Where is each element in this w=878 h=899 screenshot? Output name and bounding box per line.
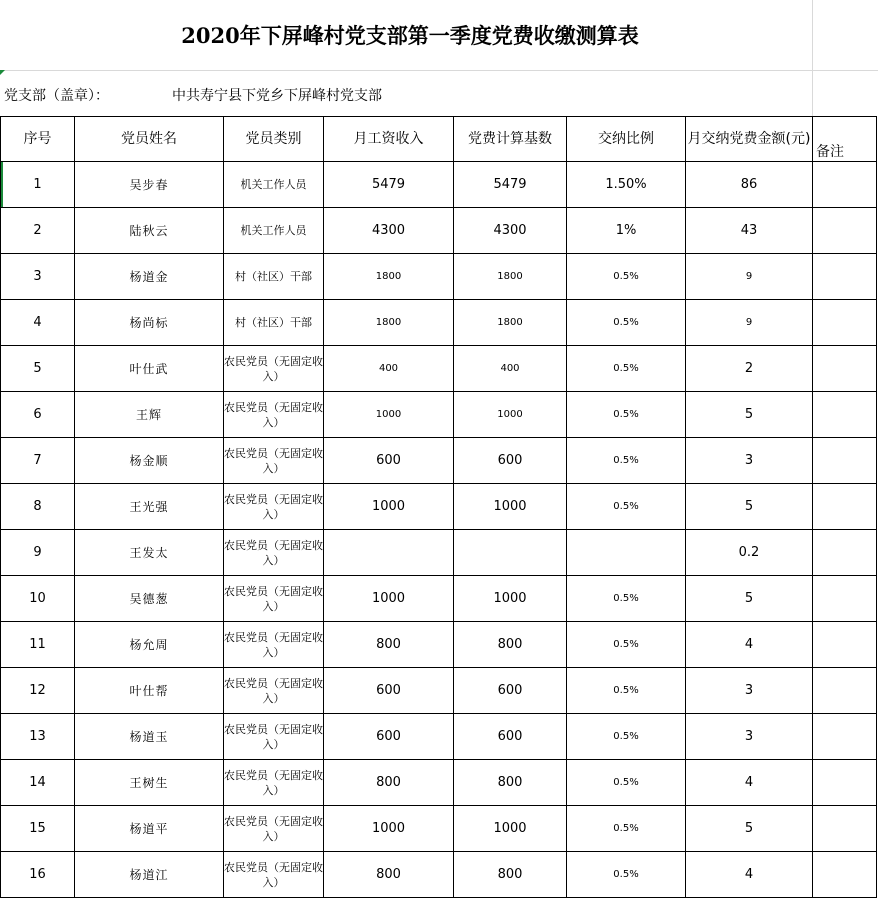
cell-salary[interactable]: 4300 (324, 208, 454, 254)
cell-ratio[interactable]: 0.5% (567, 760, 686, 806)
table-row (1, 806, 877, 852)
table-row (1, 668, 877, 714)
cell-ratio[interactable]: 1.50% (567, 162, 686, 208)
cell-salary[interactable] (324, 530, 454, 576)
table-row (1, 852, 877, 898)
cell-name[interactable]: 王发太 (75, 530, 224, 576)
cell-name[interactable]: 吴德葱 (75, 576, 224, 622)
cell-type[interactable]: 农民党员（无固定收入） (224, 668, 324, 714)
header-salary[interactable]: 月工资收入 (324, 117, 454, 162)
cell-type[interactable]: 机关工作人员 (224, 208, 324, 254)
cell-name[interactable]: 陆秋云 (75, 208, 224, 254)
unit-value[interactable]: 中共寿宁县下党乡下屏峰村党支部 (172, 88, 382, 104)
cell-remark[interactable] (813, 346, 877, 392)
cell-remark[interactable] (813, 208, 877, 254)
cell-base[interactable]: 1000 (454, 806, 567, 852)
cell-amount[interactable]: 5 (686, 806, 813, 852)
cell-amount[interactable]: 86 (686, 162, 813, 208)
header-base[interactable]: 党费计算基数 (454, 117, 567, 162)
table-row (1, 162, 877, 208)
table-row (1, 300, 877, 346)
table-row (1, 392, 877, 438)
cell-base[interactable]: 4300 (454, 208, 567, 254)
cell-idx[interactable]: 10 (1, 576, 75, 622)
cell-idx[interactable]: 12 (1, 668, 75, 714)
cell-base[interactable]: 1000 (454, 484, 567, 530)
cell-type[interactable]: 机关工作人员 (224, 162, 324, 208)
table-row (1, 714, 877, 760)
cell-salary[interactable]: 800 (324, 852, 454, 898)
cell-ratio[interactable]: 0.5% (567, 576, 686, 622)
cell-base[interactable]: 1000 (454, 392, 567, 438)
cell-amount[interactable]: 43 (686, 208, 813, 254)
cell-remark[interactable] (813, 162, 877, 208)
header-remark[interactable] (813, 117, 877, 162)
cell-name[interactable]: 叶仕武 (75, 346, 224, 392)
cell-remark[interactable] (813, 852, 877, 898)
cell-remark[interactable] (813, 622, 877, 668)
cell-amount[interactable]: 5 (686, 392, 813, 438)
cell-idx[interactable]: 3 (1, 254, 75, 300)
cell-comment-marker (0, 70, 5, 75)
cell-name[interactable]: 叶仕帮 (75, 668, 224, 714)
cell-name[interactable]: 杨道江 (75, 852, 224, 898)
sheet-title[interactable]: 2020年下屏峰村党支部第一季度党费收缴测算表 (181, 23, 639, 48)
cell-base[interactable]: 5479 (454, 162, 567, 208)
cell-idx[interactable]: 14 (1, 760, 75, 806)
cell-amount[interactable]: 2 (686, 346, 813, 392)
cell-ratio[interactable]: 0.5% (567, 254, 686, 300)
cell-remark[interactable] (813, 668, 877, 714)
unit-label[interactable]: 党支部（盖章）： (4, 88, 109, 104)
cell-salary[interactable]: 1000 (324, 484, 454, 530)
cell-ratio[interactable]: 0.5% (567, 392, 686, 438)
cell-idx[interactable]: 4 (1, 300, 75, 346)
header-type[interactable]: 党员类别 (224, 117, 324, 162)
cell-ratio[interactable]: 0.5% (567, 300, 686, 346)
cell-amount[interactable]: 5 (686, 576, 813, 622)
cell-salary[interactable]: 800 (324, 760, 454, 806)
table-row (1, 254, 877, 300)
cell-amount[interactable]: 3 (686, 714, 813, 760)
header-ratio[interactable]: 交纳比例 (567, 117, 686, 162)
cell-remark[interactable] (813, 576, 877, 622)
cell-amount[interactable]: 0.2 (686, 530, 813, 576)
cell-remark[interactable] (813, 806, 877, 852)
header-idx[interactable]: 序号 (1, 117, 75, 162)
cell-idx[interactable]: 9 (1, 530, 75, 576)
cell-idx[interactable]: 6 (1, 392, 75, 438)
cell-salary[interactable]: 1000 (324, 806, 454, 852)
cell-salary[interactable]: 600 (324, 714, 454, 760)
cell-amount[interactable]: 9 (686, 254, 813, 300)
cell-idx[interactable]: 13 (1, 714, 75, 760)
cell-idx[interactable]: 1 (1, 162, 75, 208)
cell-idx[interactable]: 8 (1, 484, 75, 530)
cell-type[interactable]: 农民党员（无固定收入） (224, 346, 324, 392)
cell-idx[interactable]: 16 (1, 852, 75, 898)
cell-type[interactable]: 村（社区）干部 (224, 254, 324, 300)
cell-remark[interactable] (813, 530, 877, 576)
cell-salary[interactable]: 5479 (324, 162, 454, 208)
table-row (1, 760, 877, 806)
cell-name[interactable]: 王辉 (75, 392, 224, 438)
cell-idx[interactable]: 5 (1, 346, 75, 392)
cell-base[interactable]: 600 (454, 714, 567, 760)
cell-base[interactable]: 800 (454, 622, 567, 668)
cell-amount[interactable]: 4 (686, 622, 813, 668)
cell-type[interactable]: 农民党员（无固定收入） (224, 392, 324, 438)
header-name[interactable]: 党员姓名 (75, 117, 224, 162)
cell-type[interactable]: 农民党员（无固定收入） (224, 806, 324, 852)
cell-base[interactable]: 1800 (454, 254, 567, 300)
cell-amount[interactable]: 3 (686, 668, 813, 714)
cell-remark[interactable] (813, 438, 877, 484)
cell-salary[interactable]: 400 (324, 346, 454, 392)
cell-base[interactable]: 1800 (454, 300, 567, 346)
cell-name[interactable]: 杨道玉 (75, 714, 224, 760)
cell-remark[interactable] (813, 484, 877, 530)
table-row (1, 346, 877, 392)
cell-remark[interactable] (813, 300, 877, 346)
cell-idx[interactable]: 15 (1, 806, 75, 852)
cell-remark[interactable] (813, 714, 877, 760)
cell-name[interactable]: 杨尚标 (75, 300, 224, 346)
cell-ratio[interactable]: 0.5% (567, 668, 686, 714)
cell-type[interactable]: 村（社区）干部 (224, 300, 324, 346)
header-remark-label: 备注 (816, 144, 844, 160)
cell-name[interactable]: 杨道金 (75, 254, 224, 300)
cell-base[interactable]: 600 (454, 438, 567, 484)
table-row (1, 622, 877, 668)
cell-base[interactable]: 400 (454, 346, 567, 392)
cell-salary[interactable]: 600 (324, 438, 454, 484)
cell-salary[interactable]: 1000 (324, 576, 454, 622)
cell-type[interactable]: 农民党员（无固定收入） (224, 484, 324, 530)
cell-base[interactable]: 1000 (454, 576, 567, 622)
cell-name[interactable]: 杨道平 (75, 806, 224, 852)
cell-type[interactable]: 农民党员（无固定收入） (224, 438, 324, 484)
cell-base[interactable] (454, 530, 567, 576)
table-row (1, 208, 877, 254)
title-row (0, 0, 878, 71)
cell-ratio[interactable]: 0.5% (567, 806, 686, 852)
cell-base[interactable]: 800 (454, 760, 567, 806)
cell-salary[interactable]: 1000 (324, 392, 454, 438)
cell-name[interactable]: 杨允周 (75, 622, 224, 668)
cell-base[interactable]: 600 (454, 668, 567, 714)
cell-type[interactable]: 农民党员（无固定收入） (224, 760, 324, 806)
cell-amount[interactable]: 5 (686, 484, 813, 530)
cell-type[interactable]: 农民党员（无固定收入） (224, 622, 324, 668)
cell-name[interactable]: 杨金顺 (75, 438, 224, 484)
unit-row (0, 70, 878, 116)
table-row (1, 530, 877, 576)
cell-idx[interactable]: 2 (1, 208, 75, 254)
fee-table (0, 116, 877, 898)
table-body (1, 162, 877, 898)
header-row (1, 117, 877, 162)
cell-idx[interactable]: 7 (1, 438, 75, 484)
cell-name[interactable]: 王树生 (75, 760, 224, 806)
cell-amount[interactable]: 4 (686, 760, 813, 806)
cell-ratio[interactable]: 0.5% (567, 438, 686, 484)
cell-type[interactable]: 农民党员（无固定收入） (224, 576, 324, 622)
cell-type[interactable]: 农民党员（无固定收入） (224, 530, 324, 576)
cell-type[interactable]: 农民党员（无固定收入） (224, 714, 324, 760)
cell-ratio[interactable]: 0.5% (567, 622, 686, 668)
gridline (812, 70, 813, 116)
cell-amount[interactable]: 3 (686, 438, 813, 484)
cell-salary[interactable]: 800 (324, 622, 454, 668)
cell-salary[interactable]: 1800 (324, 254, 454, 300)
cell-name[interactable]: 王光强 (75, 484, 224, 530)
cell-ratio[interactable]: 0.5% (567, 346, 686, 392)
cell-name[interactable]: 吴步春 (75, 162, 224, 208)
cell-ratio[interactable]: 1% (567, 208, 686, 254)
cell-ratio[interactable]: 0.5% (567, 714, 686, 760)
table-row (1, 484, 877, 530)
table-row (1, 576, 877, 622)
cell-type[interactable]: 农民党员（无固定收入） (224, 852, 324, 898)
cell-remark[interactable] (813, 254, 877, 300)
cell-ratio[interactable] (567, 530, 686, 576)
cell-base[interactable]: 800 (454, 852, 567, 898)
cell-remark[interactable] (813, 760, 877, 806)
table-row (1, 438, 877, 484)
cell-amount[interactable]: 9 (686, 300, 813, 346)
cell-idx[interactable]: 11 (1, 622, 75, 668)
cell-ratio[interactable]: 0.5% (567, 852, 686, 898)
cell-remark[interactable] (813, 392, 877, 438)
header-amount[interactable]: 月交纳党费金额(元) (686, 117, 813, 162)
cell-amount[interactable]: 4 (686, 852, 813, 898)
gridline (812, 0, 813, 70)
cell-salary[interactable]: 600 (324, 668, 454, 714)
cell-ratio[interactable]: 0.5% (567, 484, 686, 530)
cell-salary[interactable]: 1800 (324, 300, 454, 346)
